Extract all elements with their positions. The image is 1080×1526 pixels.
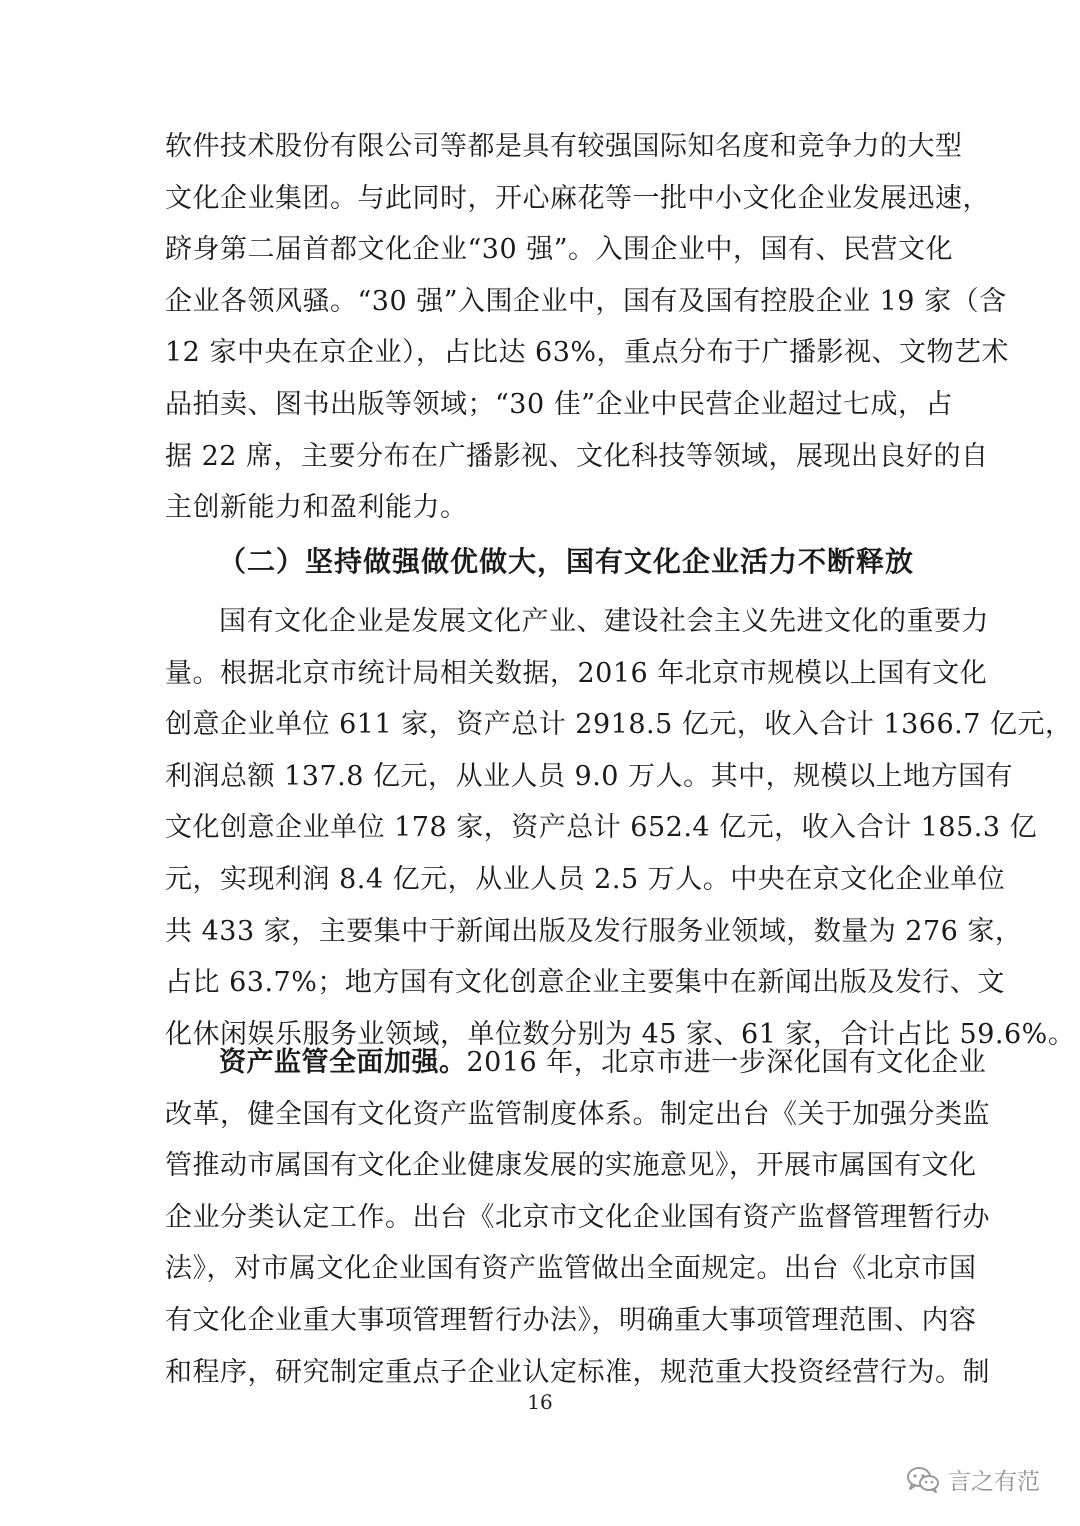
text-line: 12 家中央在京企业），占比达 63%，重点分布于广播影视、文物艺术 bbox=[165, 337, 1010, 369]
wechat-icon bbox=[906, 1466, 940, 1494]
text-line bbox=[165, 1037, 987, 1089]
text-line: 有文化企业重大事项管理暂行办法》，明确重大事项管理范围、内容 bbox=[165, 1304, 977, 1336]
text-line: 软件技术股份有限公司等都是具有较强国际知名度和竞争力的大型 bbox=[165, 131, 963, 162]
text-line: 据 22 席，主要分布在广播影视、文化科技等领域，展现出良好的自 bbox=[165, 440, 989, 472]
text-line: 利润总额 137.8 亿元，从业人员 9.0 万人。其中，规模以上地方国有 bbox=[165, 760, 1014, 792]
text-line: 和程序，研究制定重点子企业认定标准，规范重大投资经营行为。制 bbox=[165, 1356, 990, 1388]
text-line: 创意企业单位 611 家，资产总计 2918.5 亿元，收入合计 1366.7 亿元， bbox=[165, 709, 1073, 741]
text-line: 量。根据北京市统计局相关数据，2016 年北京市规模以上国有文化 bbox=[165, 657, 988, 689]
text-line: 管推动市属国有文化企业健康发展的实施意见》，开展市属国有文化 bbox=[165, 1150, 977, 1182]
text-line: 元，实现利润 8.4 亿元，从业人员 2.5 万人。中央在京文化企业单位 bbox=[165, 863, 1006, 895]
text-line: 国有文化企业是发展文化产业、建设社会主义先进文化的重要力 bbox=[219, 606, 989, 637]
text-line: 企业分类认定工作。出台《北京市文化企业国有资产监督管理暂行办 bbox=[165, 1201, 990, 1233]
watermark-text: 言之有范 bbox=[948, 1469, 1040, 1495]
paragraph-state-enterprises bbox=[165, 596, 1076, 1060]
paragraph-asset-supervision bbox=[165, 1037, 990, 1398]
text-line: 主创新能力和盈利能力。 bbox=[165, 492, 468, 524]
text-line: 占比 63.7%；地方国有文化创意企业主要集中在新闻出版及发行、文 bbox=[165, 967, 1005, 999]
watermark bbox=[906, 1463, 1040, 1496]
text-line: 文化创意企业单位 178 家，资产总计 652.4 亿元，收入合计 185.3 亿 bbox=[165, 812, 1038, 844]
text-line: 文化企业集团。与此同时，开心麻花等一批中小文化企业发展迅速， bbox=[165, 182, 990, 214]
text-line: 共 433 家，主要集中于新闻出版及发行服务业领域，数量为 276 家， bbox=[165, 915, 1023, 947]
text-line: 化休闲娱乐服务业领域，单位数分别为 45 家、61 家，合计占比 59.6%。 bbox=[165, 1018, 1076, 1050]
paragraph-continuation bbox=[165, 121, 1010, 534]
text-line: 改革，健全国有文化资产监管制度体系。制定出台《关于加强分类监 bbox=[165, 1098, 990, 1130]
text-line: 法》，对市属文化企业国有资产监管做出全面规定。出台《北京市国 bbox=[165, 1253, 977, 1285]
text-line: 品拍卖、图书出版等领域；“30 佳”企业中民营企业超过七成，占 bbox=[165, 388, 954, 420]
bold-lead-text: 资产监管全面加强。 bbox=[219, 1047, 467, 1078]
section-heading: （二）坚持做强做优做大，国有文化企业活力不断释放 bbox=[218, 545, 915, 578]
text-line: 企业各领风骚。“30 强”入围企业中，国有及国有控股企业 19 家（含 bbox=[165, 285, 1007, 317]
text-line: 跻身第二届首都文化企业“30 强”。入围企业中，国有、民营文化 bbox=[165, 234, 954, 266]
text-segment: 2016 年，北京市进一步深化国有文化企业 bbox=[466, 1047, 987, 1078]
page-number: 16 bbox=[527, 1390, 553, 1414]
